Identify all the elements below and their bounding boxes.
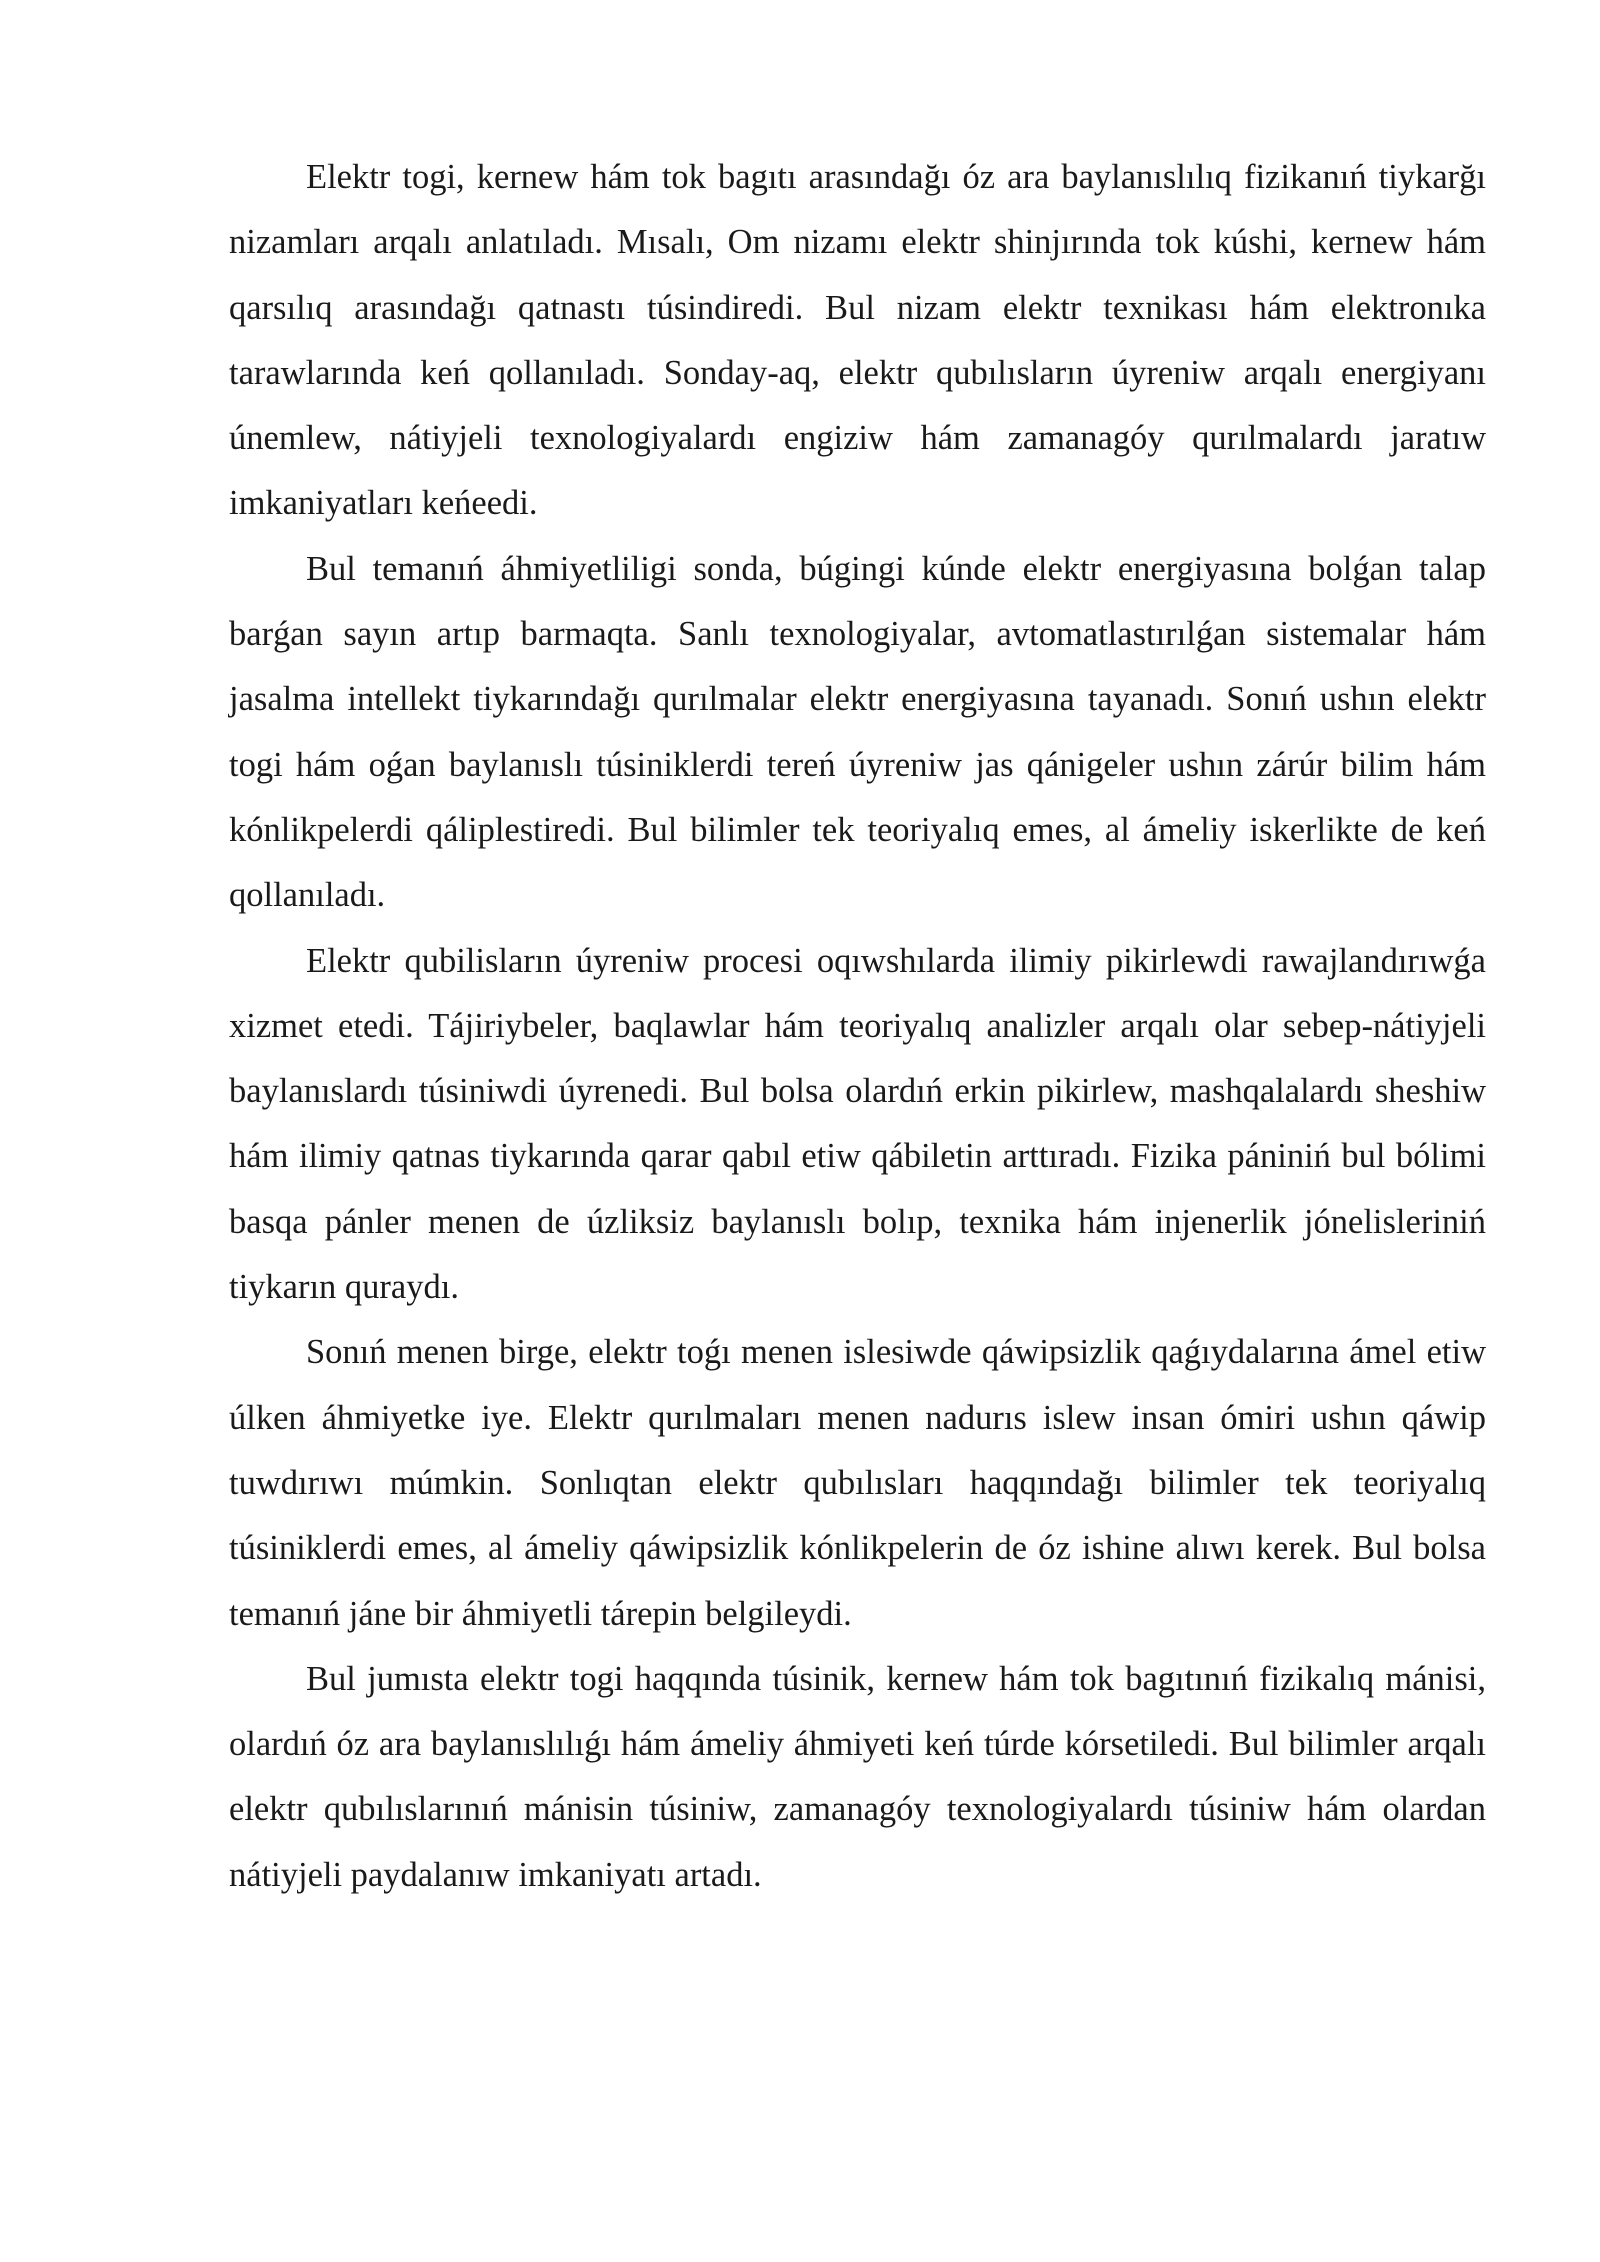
paragraph-3: Elektr qubilisların úyreniw procesi oqıwshılarda ilimiy pikirlewdi rawajlandırıwǵa xizmet etedi. Tájiriybeler, baqlawlar hám teoriyalıq analizler arqalı olar sebep-nátiyjeli baylanıslardı túsiniwdi úyrenedi. Bul bolsa olardıń erkin pikirlew, mashqalalardı sheshiw hám ilimiy qatnas tiykarında qarar qabıl etiw qábiletin arttıradı. Fizika pániniń bul bólimi basqa pánler menen de úzliksiz baylanıslı bolıp, texnika hám injenerlik jónelisleriniń tiykarın quraydı. bbox=[229, 941, 1486, 1307]
document-body bbox=[229, 145, 1486, 1908]
paragraph-1: Elektr togi, kernew hám tok bagıtı arasındağı óz ara baylanıslılıq fizikanıń tiykarğı nizamları arqalı anlatıladı. Mısalı, Om nizamı elektr shinjırında tok kúshi, kernew hám qarsılıq arasındağı qatnastı túsindiredi. Bul nizam elektr texnikası hám elektronıka tarawlarında keń qollanıladı. Sonday-aq, elektr qubılısların úyreniw arqalı energiyanı únemlew, nátiyjeli texnologiyalardı engiziw hám zamanagóy qurılmalardı jaratıw imkaniyatları keńeedi. bbox=[229, 158, 1486, 523]
paragraph-5: Bul jumısta elektr togi haqqında túsinik, kernew hám tok bagıtınıń fizikalıq mánisi, olardıń óz ara baylanıslılıǵı hám ámeliy áhmiyeti keń túrde kórsetiledi. Bul bilimler arqalı elektr qubılıslarınıń mánisin túsiniw, zamanagóy texnologiyalardı túsiniw hám olardan nátiyjeli paydalanıw imkaniyatı artadı. bbox=[229, 1659, 1486, 1894]
paragraph-2: Bul temanıń áhmiyetliligi sonda, búgingi kúnde elektr energiyasına bolǵan talap barǵan sayın artıp barmaqta. Sanlı texnologiyalar, avtomatlastırılǵan sistemalar hám jasalma intellekt tiykarındağı qurılmalar elektr energiyasına tayanadı. Sonıń ushın elektr togi hám oǵan baylanıslı túsiniklerdi tereń úyreniw jas qánigeler ushın zárúr bilim hám kónlikpelerdi qáliplestiredi. Bul bilimler tek teoriyalıq emes, al ámeliy iskerlikte de keń qollanıladı. bbox=[229, 549, 1486, 915]
paragraph-4: Sonıń menen birge, elektr toǵı menen islesiwde qáwipsizlik qaǵıydalarına ámel etiw úlken áhmiyetke iye. Elektr qurılmaları menen nadurıs islew insan ómiri ushın qáwip tuwdırıwı múmkin. Sonlıqtan elektr qubılısları haqqındağı bilimler tek teoriyalıq túsiniklerdi emes, al ámeliy qáwipsizlik kónlikpelerin de óz ishine alıwı kerek. Bul bolsa temanıń jáne bir áhmiyetli tárepin belgileydi. bbox=[229, 1333, 1486, 1633]
